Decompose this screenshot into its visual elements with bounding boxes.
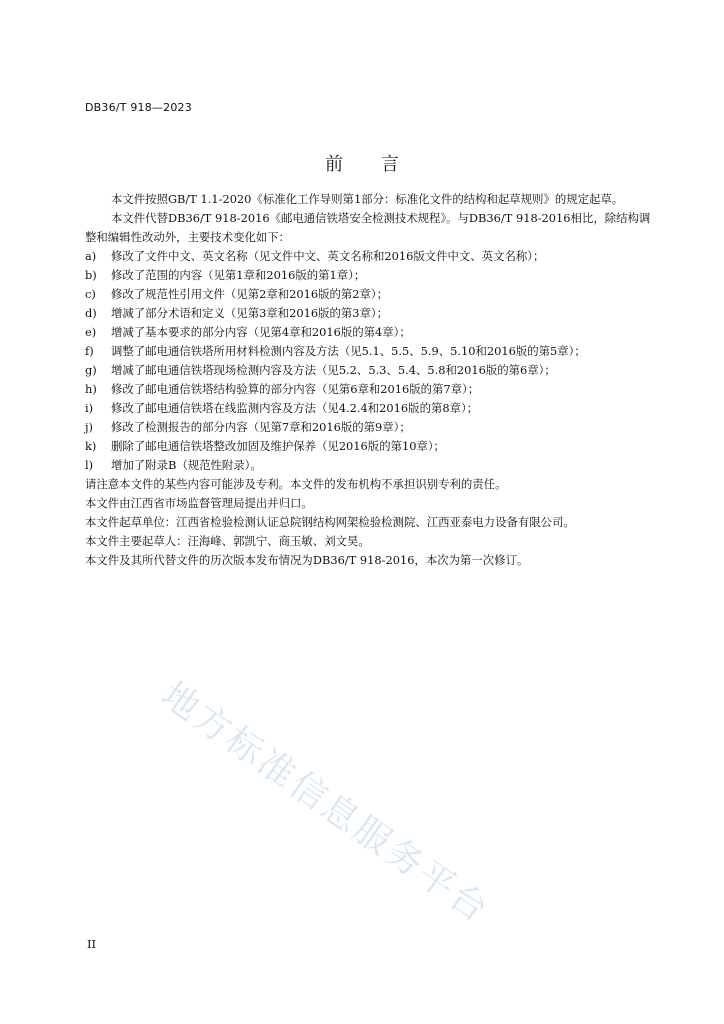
list-text: 修改了文件中文、英文名称（见文件中文、英文名称和2016版文件中文、英文名称）； xyxy=(111,249,545,263)
list-item xyxy=(85,342,655,361)
list-marker: g) xyxy=(85,363,97,377)
list-marker: c) xyxy=(85,287,96,301)
list-text: 增加了附录B（规范性附录）。 xyxy=(111,458,262,472)
list-item xyxy=(85,399,655,418)
list-text: 增减了邮电通信铁塔现场检测内容及方法（见5.2、5.3、5.4、5.8和2016版的第6章）； xyxy=(111,363,556,377)
list-marker: b) xyxy=(85,268,97,282)
paragraph: 请注意本文件的某些内容可能涉及专利。本文件的发布机构不承担识别专利的责任。 xyxy=(85,477,507,491)
list-text: 增减了基本要求的部分内容（见第4章和2016版的第4章）； xyxy=(111,325,411,339)
list-item xyxy=(85,304,655,323)
paragraph: 本文件及其所代替文件的历次版本发布情况为DB36/T 918-2016，本次为第一次修订。 xyxy=(85,553,529,567)
list-text: 修改了规范性引用文件（见第2章和2016版的第2章）； xyxy=(111,287,388,301)
list-item xyxy=(85,247,655,266)
list-text: 增减了部分术语和定义（见第3章和2016版的第3章）； xyxy=(111,306,388,320)
list-item xyxy=(85,361,655,380)
watermark: 地方标准信息服务平台 xyxy=(153,674,497,932)
list-marker: f) xyxy=(85,344,94,358)
paragraph: 本文件起草单位：江西省检验检测认证总院钢结构网架检验检测院、江西亚泰电力设备有限公司。 xyxy=(85,515,575,529)
page-title: 前言 xyxy=(325,154,437,175)
list-text: 删除了邮电通信铁塔整改加固及维护保养（见2016版的第10章）； xyxy=(111,439,445,453)
paragraph: 本文件主要起草人：汪海峰、郭凯宁、商玉敏、刘文昊。 xyxy=(85,534,370,548)
list-marker: j) xyxy=(85,420,93,434)
paragraph: 本文件由江西省市场监督管理局提出并归口。 xyxy=(85,496,313,510)
change-list xyxy=(85,247,655,475)
list-item xyxy=(85,323,655,342)
list-item xyxy=(85,266,655,285)
paragraph: 本文件代替DB36/T 918-2016《邮电通信铁塔安全检测技术规程》。与DB36/T 918-2016相比，除结构调整和编辑性改动外，主要技术变化如下： xyxy=(85,211,651,244)
list-text: 修改了邮电通信铁塔在线监测内容及方法（见4.2.4和2016版的第8章）； xyxy=(111,401,479,415)
list-item xyxy=(85,380,655,399)
list-marker: e) xyxy=(85,325,97,339)
list-item xyxy=(85,285,655,304)
list-text: 修改了邮电通信铁塔结构验算的部分内容（见第6章和2016版的第7章）； xyxy=(111,382,480,396)
list-marker: a) xyxy=(85,249,97,263)
document-body xyxy=(85,190,655,570)
list-marker: i) xyxy=(85,401,94,415)
list-marker: k) xyxy=(85,439,97,453)
list-item xyxy=(85,437,655,456)
list-text: 修改了范围的内容（见第1章和2016版的第1章）； xyxy=(111,268,366,282)
list-marker: h) xyxy=(85,382,97,396)
list-text: 修改了检测报告的部分内容（见第7章和2016版的第9章）； xyxy=(111,420,411,434)
list-marker: d) xyxy=(85,306,97,320)
list-item xyxy=(85,418,655,437)
paragraph: 本文件按照GB/T 1.1-2020《标准化工作导则第1部分：标准化文件的结构和起草规则》的规定起草。 xyxy=(111,192,624,206)
document-header-code: DB36/T 918—2023 xyxy=(85,101,192,114)
list-marker: l) xyxy=(85,458,94,472)
list-text: 调整了邮电通信铁塔所用材料检测内容及方法（见5.1、5.5、5.9、5.10和2016版的第5章）； xyxy=(111,344,586,358)
page-number: II xyxy=(87,937,97,951)
list-item xyxy=(85,456,655,475)
